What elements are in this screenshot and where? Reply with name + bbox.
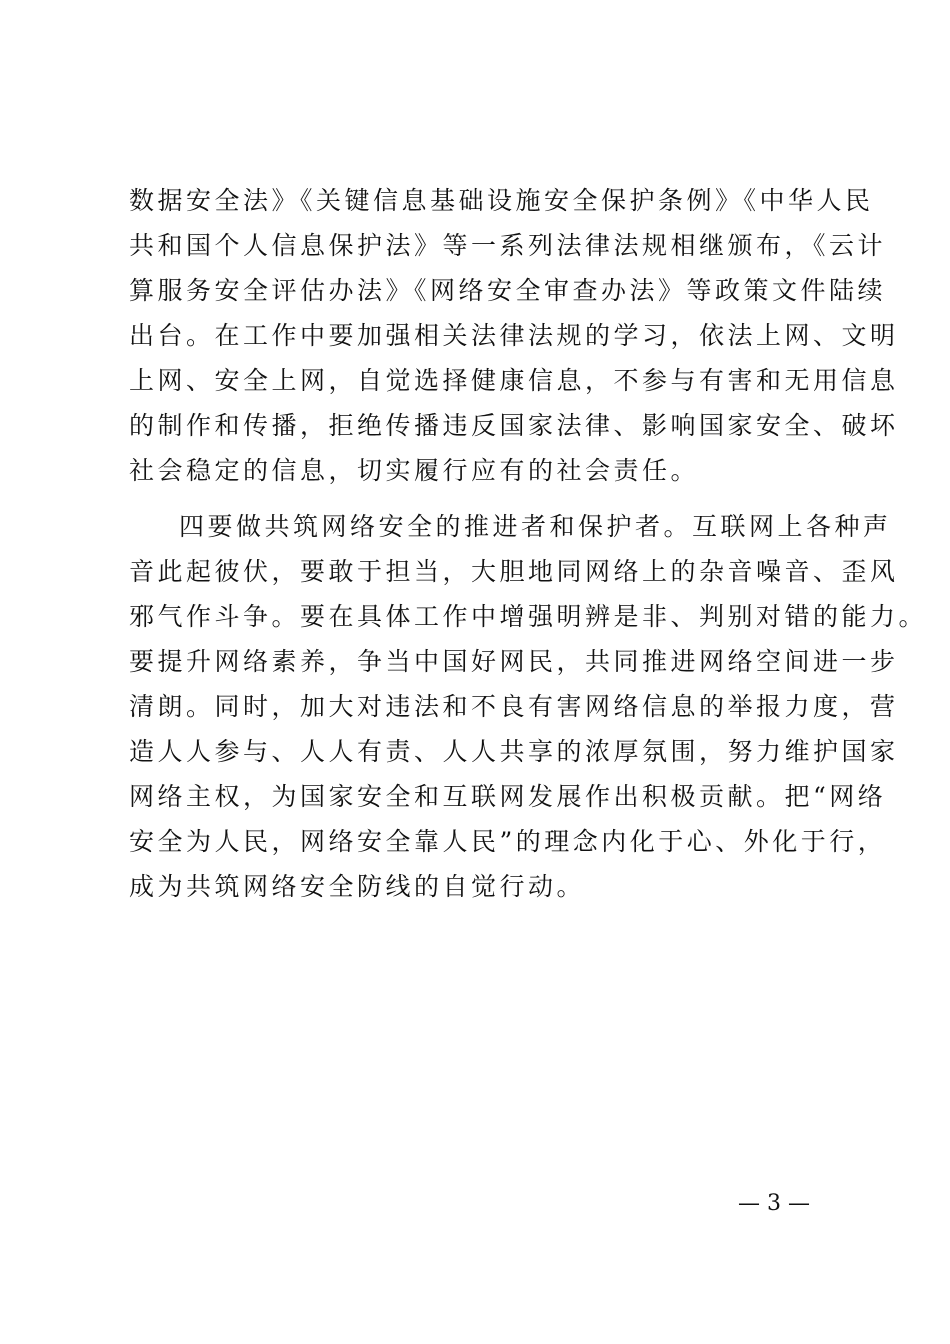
paragraph-2-line-2: 音此起彼伏，要敢于担当，大胆地同网络上的杂音噪音、歪风 <box>129 557 899 586</box>
paragraph-2-line-8: 安全为人民，网络安全靠人民”的理念内化于心、外化于行， <box>129 827 887 856</box>
paragraph-2-line-6: 造人人参与、人人有责、人人共享的浓厚氛围，努力维护国家 <box>129 737 899 766</box>
paragraph-gap <box>129 493 841 504</box>
paragraph-2-line-9: 成为共筑网络安全防线的自觉行动。 <box>129 872 586 901</box>
paragraph-1-line-4: 出台。在工作中要加强相关法律法规的学习，依法上网、文明 <box>129 321 899 350</box>
paragraph-1-line-1: 数据安全法》《关键信息基础设施安全保护条例》《中华人民 <box>129 186 874 215</box>
paragraph-2-line-3: 邪气作斗争。要在具体工作中增强明辨是非、判别对错的能力。 <box>129 602 928 631</box>
paragraph-2-line-1: 四要做共筑网络安全的推进者和保护者。互联网上各种声 <box>179 512 892 541</box>
paragraph-1-line-3: 算服务安全评估办法》《网络安全审查办法》等政策文件陆续 <box>129 276 887 305</box>
paragraph-2-line-4: 要提升网络素养，争当中国好网民，共同推进网络空间进一步 <box>129 647 899 676</box>
body-text <box>129 178 928 909</box>
paragraph-1-line-2: 共和国个人信息保护法》等一系列法律法规相继颁布，《云计 <box>129 231 887 260</box>
paragraph-1-line-7: 社会稳定的信息，切实履行应有的社会责任。 <box>129 456 700 485</box>
page-number: — 3 — <box>738 1191 810 1216</box>
paragraph-2-line-5: 清朗。同时，加大对违法和不良有害网络信息的举报力度，营 <box>129 692 899 721</box>
paragraph-1-line-6: 的制作和传播，拒绝传播违反国家法律、影响国家安全、破坏 <box>129 411 899 440</box>
paragraph-1-line-5: 上网、安全上网，自觉选择健康信息，不参与有害和无用信息 <box>129 366 899 395</box>
paragraph-2-line-7: 网络主权，为国家安全和互联网发展作出积极贡献。把“网络 <box>129 782 887 811</box>
